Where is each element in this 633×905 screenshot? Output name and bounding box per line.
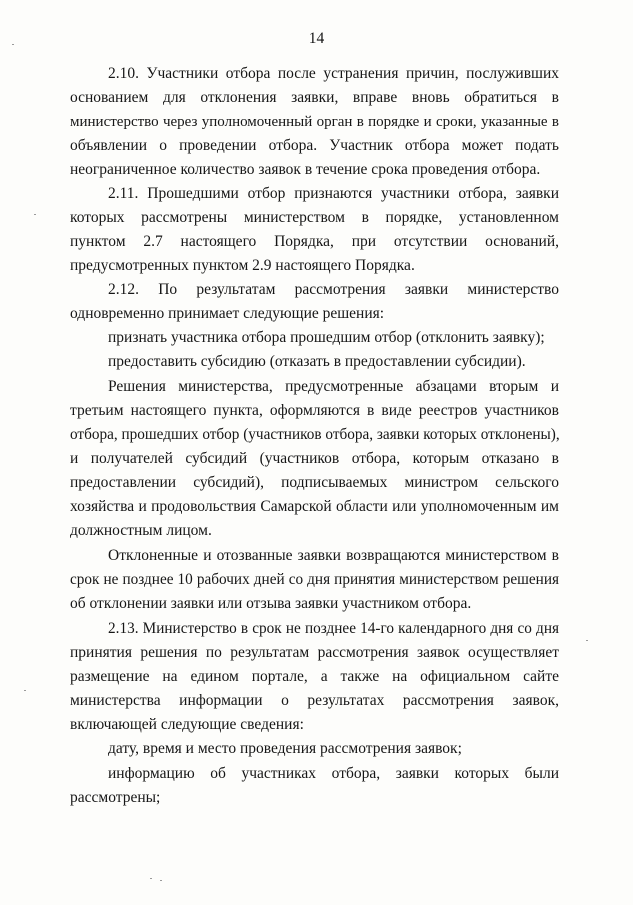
text-line: признать участника отбора прошедшим отбор (отклонить заявку);: [108, 329, 545, 346]
text-line: включающей следующие сведения:: [70, 716, 304, 733]
text-line: срок не позднее 10 рабочих дней со дня принятия министерством решения: [70, 571, 559, 588]
text-line: одновременно принимает следующие решения:: [70, 305, 385, 322]
text-line: пунктом 2.7 настоящего Порядка, при отсутствии оснований,: [70, 233, 559, 250]
page-number: 14: [308, 30, 325, 47]
scan-speck: [24, 690, 26, 691]
text-line: неограниченное количество заявок в течение срока проведения отбора.: [70, 161, 541, 178]
text-line: объявлении о проведении отбора. Участник отбора может подать: [70, 137, 559, 154]
text-line: предоставлении субсидий), подписываемых министром сельского: [70, 474, 559, 491]
text-line: основанием для отклонения заявки, вправе вновь обратиться в: [70, 89, 559, 106]
scan-speck: [150, 878, 152, 879]
text-line: Решения министерства, предусмотренные абзацами вторым и: [108, 378, 559, 395]
text-line: предусмотренных пунктом 2.9 настоящего Порядка.: [70, 257, 415, 274]
text-line: принятия решения по результатам рассмотрения заявок осуществляет: [70, 644, 559, 661]
text-line: об отклонении заявки или отзыва заявки участником отбора.: [70, 595, 472, 612]
scan-speck: [12, 44, 14, 45]
scan-speck: [34, 214, 36, 215]
text-line: 2.11. Прошедшими отбор признаются участники отбора, заявки: [108, 185, 559, 202]
text-line: рассмотрены;: [70, 789, 161, 806]
text-line: Отклоненные и отозванные заявки возвращаются министерством в: [108, 547, 559, 564]
text-line: 2.10. Участники отбора после устранения причин, послуживших: [108, 65, 559, 82]
text-line: министерства информации о результатах рассмотрения заявок,: [70, 692, 559, 709]
text-line: отбора, прошедших отбор (участников отбора, заявки которых отклонены),: [70, 426, 560, 443]
text-line: дату, время и место проведения рассмотрения заявок;: [108, 740, 462, 757]
text-line: третьим настоящего пункта, оформляются в виде реестров участников: [70, 402, 559, 419]
text-line: министерство через уполномоченный орган в порядке и сроки, указанные в: [70, 114, 559, 130]
text-line: 2.13. Министерство в срок не позднее 14-го календарного дня со дня: [108, 620, 559, 637]
text-line: хозяйства и продовольствия Самарской области или уполномоченным им: [70, 498, 559, 515]
text-line: которых рассмотрены министерством в порядке, установленном: [70, 209, 559, 226]
text-line: 2.12. По результатам рассмотрения заявки министерство: [108, 281, 559, 298]
scan-speck: [586, 640, 588, 641]
text-line: должностным лицом.: [70, 522, 212, 539]
text-line: и получателей субсидий (участников отбора, которым отказано в: [70, 450, 559, 467]
text-line: предоставить субсидию (отказать в предоставлении субсидии).: [108, 353, 526, 370]
text-line: размещение на едином портале, а также на официальном сайте: [70, 668, 559, 685]
text-line: информацию об участниках отбора, заявки которых были: [108, 765, 559, 782]
scan-speck: [160, 880, 162, 881]
